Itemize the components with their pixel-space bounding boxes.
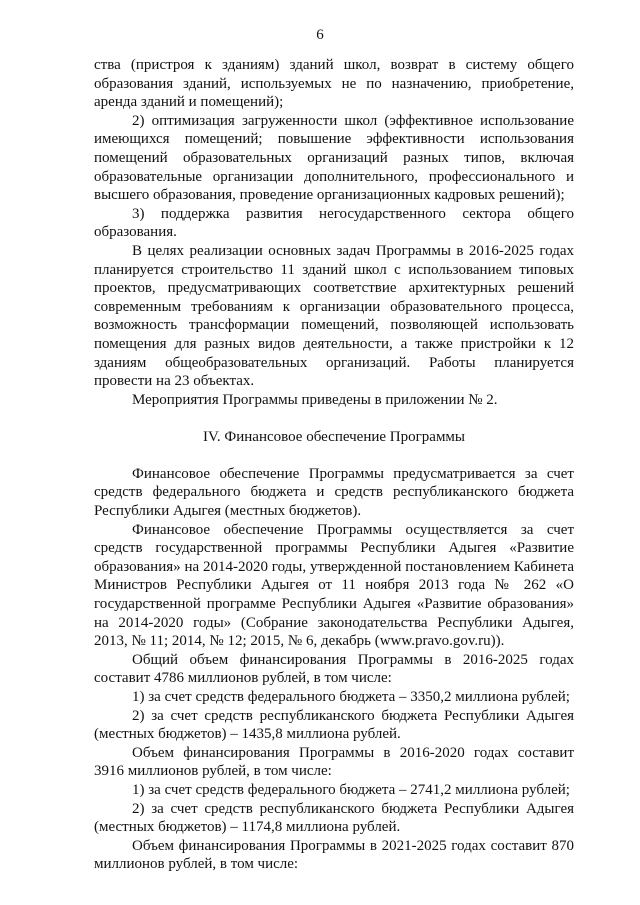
paragraph-regional-2016-2025: 2) за счет средств республиканского бюджета Республики Адыгея (местных бюджетов) – 1435,8 миллиона рублей. [94, 707, 574, 743]
paragraph-construction-plan: В целях реализации основных задач Программы в 2016-2025 годах планируется строительство 11 зданий школ с использованием типовых проектов, предусматривающих соответствие архитектурных решений современным требованиям к организации образовательного процесса, возможность трансформации помещений, позволяющей использовать помещения для разных видов деятельности, а также пристройки к 12 зданиям общеобразовательных организаций. Работы планируется провести на 23 объектах. [94, 242, 574, 390]
paragraph-federal-2016-2020: 1) за счет средств федерального бюджета – 2741,2 миллиона рублей; [132, 781, 570, 798]
document-body [94, 56, 574, 874]
paragraph-total-2016-2020: Объем финансирования Программы в 2016-2020 годах составит 3916 миллионов рублей, в том числе: [94, 744, 574, 780]
paragraph-funding-program: Финансовое обеспечение Программы осуществляется за счет средств государственной программы Республики Адыгея «Развитие образования» на 2014-2020 годы, утвержденной постановлением Кабинета Министров Республики Адыгея от 11 ноября 2013 года № 262 «О государственной программе Республики Адыгея «Развитие образования» на 2014-2020 годы» (Собрание законодательства Республики Адыгея, 2013, № 11; 2014, № 12; 2015, № 6, декабрь (www.pravo.gov.ru)). [94, 521, 574, 650]
paragraph-appendix-reference: Мероприятия Программы приведены в приложении № 2. [132, 391, 498, 408]
section-heading: IV. Финансовое обеспечение Программы [202, 429, 466, 446]
paragraph-funding-sources: Финансовое обеспечение Программы предусматривается за счет средств федерального бюджета и средств республиканского бюджета Республики Адыгея (местных бюджетов). [94, 465, 574, 520]
page-number: 6 [316, 27, 324, 43]
paragraph-federal-2016-2025: 1) за счет средств федерального бюджета – 3350,2 миллиона рублей; [132, 689, 570, 705]
paragraph-item-2: 2) оптимизация загруженности школ (эффективное использование имеющихся помещений; повышение эффективности использования помещений образовательных организаций разных типов, включая образовательные организации дополнительного, профессионального и высшего образования, проведение организационных кадровых решений); [94, 112, 574, 204]
paragraph-regional-2016-2020: 2) за счет средств республиканского бюджета Республики Адыгея (местных бюджетов) – 1174,8 миллиона рублей. [94, 800, 574, 836]
paragraph-total-2016-2025: Общий объем финансирования Программы в 2016-2025 годах составит 4786 миллионов рублей, в том числе: [94, 651, 574, 687]
paragraph-total-2021-2025: Объем финансирования Программы в 2021-2025 годах составит 870 миллионов рублей, в том числе: [94, 837, 574, 873]
paragraph-item-3: 3) поддержка развития негосударственного сектора общего образования. [94, 205, 574, 241]
paragraph-continuation: ства (пристроя к зданиям) зданий школ, возврат в систему общего образования зданий, используемых не по назначению, приобретение, аренда зданий и помещений); [94, 57, 574, 111]
